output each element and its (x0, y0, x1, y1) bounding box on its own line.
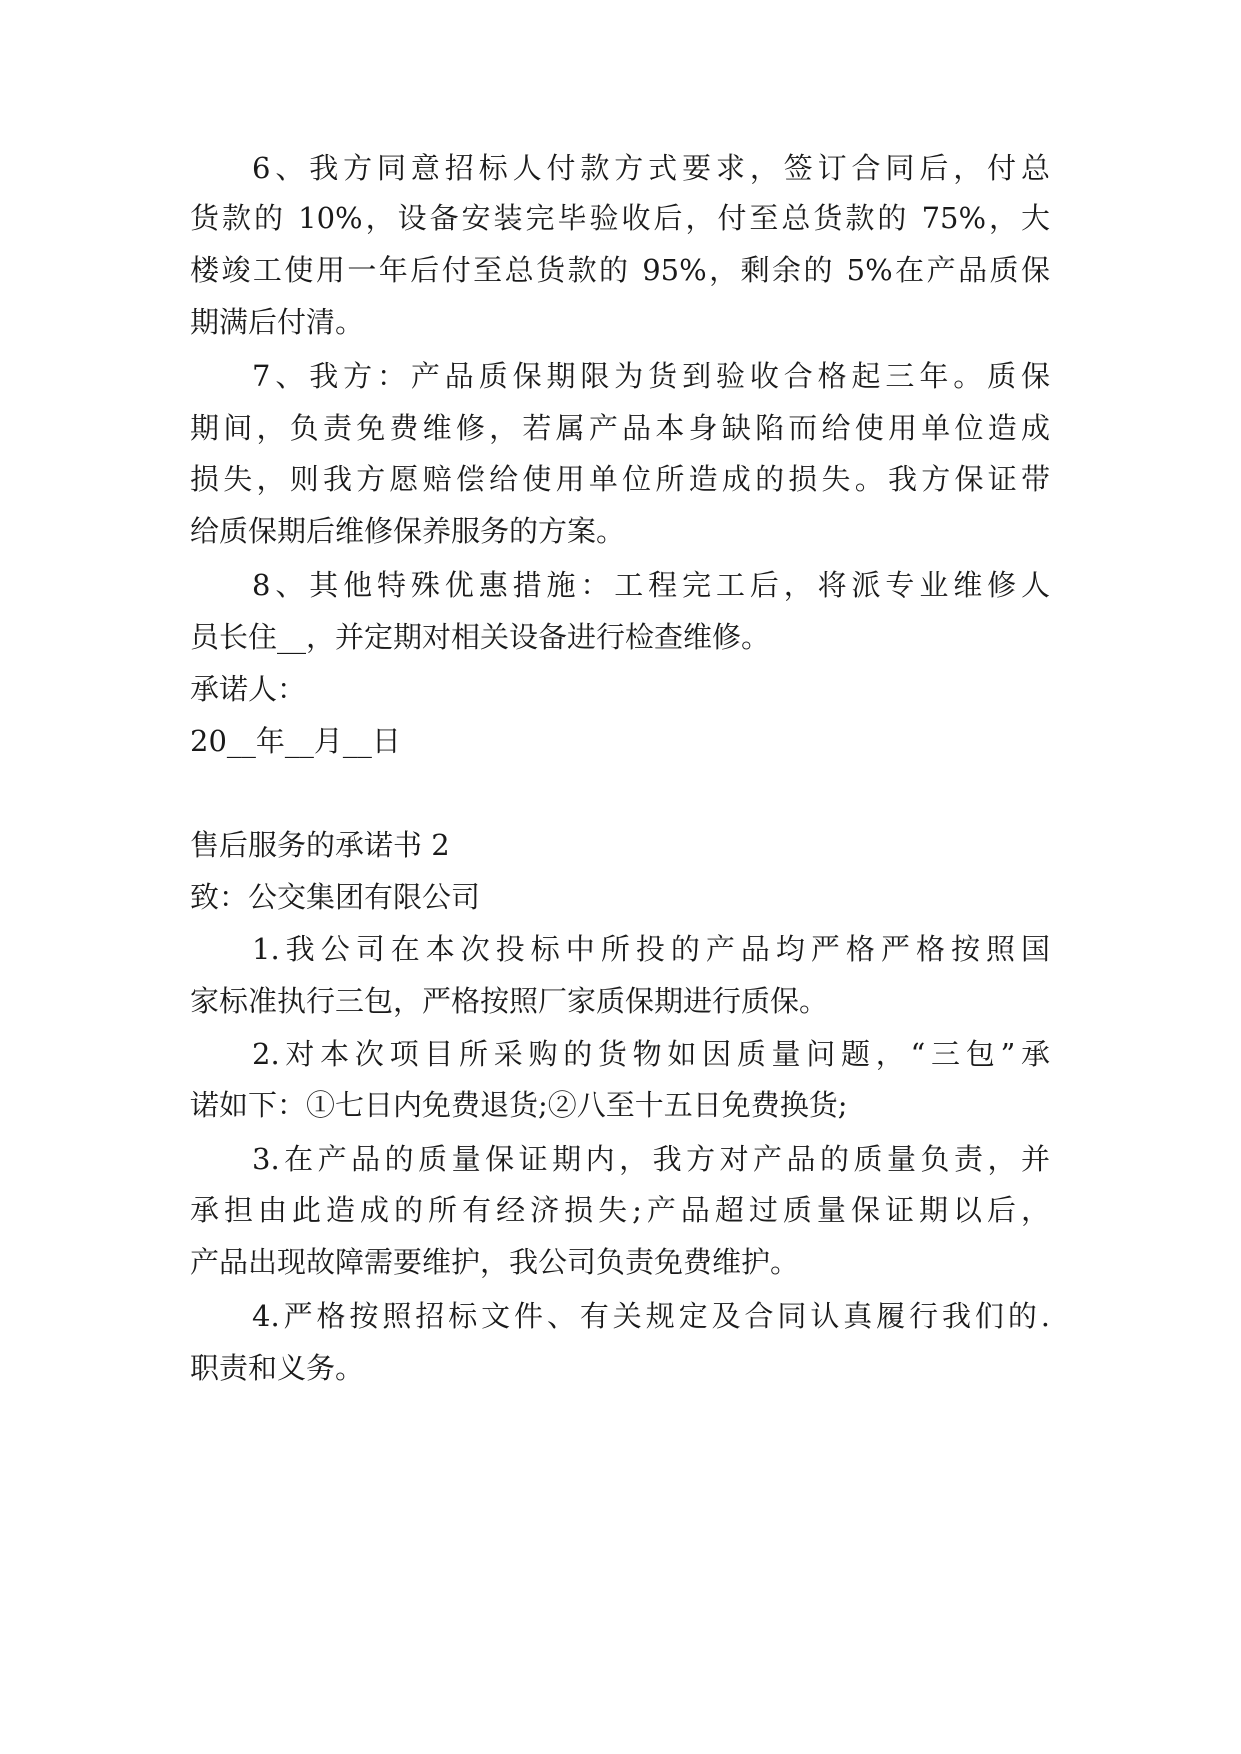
paragraph-7-line-3: 损失，则我方愿赔偿给使用单位所造成的损失。我方保证带 (190, 462, 1050, 496)
item-1-line-2: 家标准执行三包，严格按照厂家质保期进行质保。 (190, 984, 829, 1018)
paragraph-7-line-2: 期间，负责免费维修，若属产品本身缺陷而给使用单位造成 (190, 411, 1050, 445)
item-2-line-2: 诺如下：①七日内免费退货;②八至十五日免费换货; (190, 1088, 848, 1122)
paragraph-8-line-1: 8、其他特殊优惠措施：工程完工后，将派专业维修人 (252, 568, 1050, 602)
item-3-line-2: 承担由此造成的所有经济损失;产品超过质量保证期以后， (190, 1193, 1050, 1227)
paragraph-7-line-1: 7、我方：产品质保期限为货到验收合格起三年。质保 (252, 359, 1050, 393)
item-3-line-1: 3.在产品的质量保证期内，我方对产品的质量负责，并 (252, 1142, 1050, 1176)
section-2-title: 售后服务的承诺书 2 (190, 828, 450, 862)
signature-date: 20__年__月__日 (190, 724, 401, 758)
paragraph-6-line-1: 6、我方同意招标人付款方式要求，签订合同后，付总 (252, 151, 1050, 185)
promisor-label: 承诺人： (190, 672, 307, 706)
item-2-line-1: 2.对本次项目所采购的货物如因质量问题，“三包”承 (252, 1037, 1050, 1071)
paragraph-6-line-3: 楼竣工使用一年后付至总货款的 95%，剩余的 5%在产品质保 (190, 253, 1050, 287)
paragraph-8-line-2: 员长住__，并定期对相关设备进行检查维修。 (190, 620, 771, 654)
paragraph-7-line-4: 给质保期后维修保养服务的方案。 (190, 514, 626, 548)
recipient-line: 致：公交集团有限公司 (190, 880, 481, 914)
item-4-line-1: 4.严格按照招标文件、有关规定及合同认真履行我们的. (252, 1299, 1050, 1333)
item-4-line-2: 职责和义务。 (190, 1351, 365, 1385)
item-3-line-3: 产品出现故障需要维护，我公司负责免费维护。 (190, 1245, 800, 1279)
paragraph-6-line-2: 货款的 10%，设备安装完毕验收后，付至总货款的 75%，大 (190, 201, 1050, 235)
paragraph-6-line-4: 期满后付清。 (190, 305, 365, 339)
item-1-line-1: 1.我公司在本次投标中所投的产品均严格严格按照国 (252, 932, 1050, 966)
